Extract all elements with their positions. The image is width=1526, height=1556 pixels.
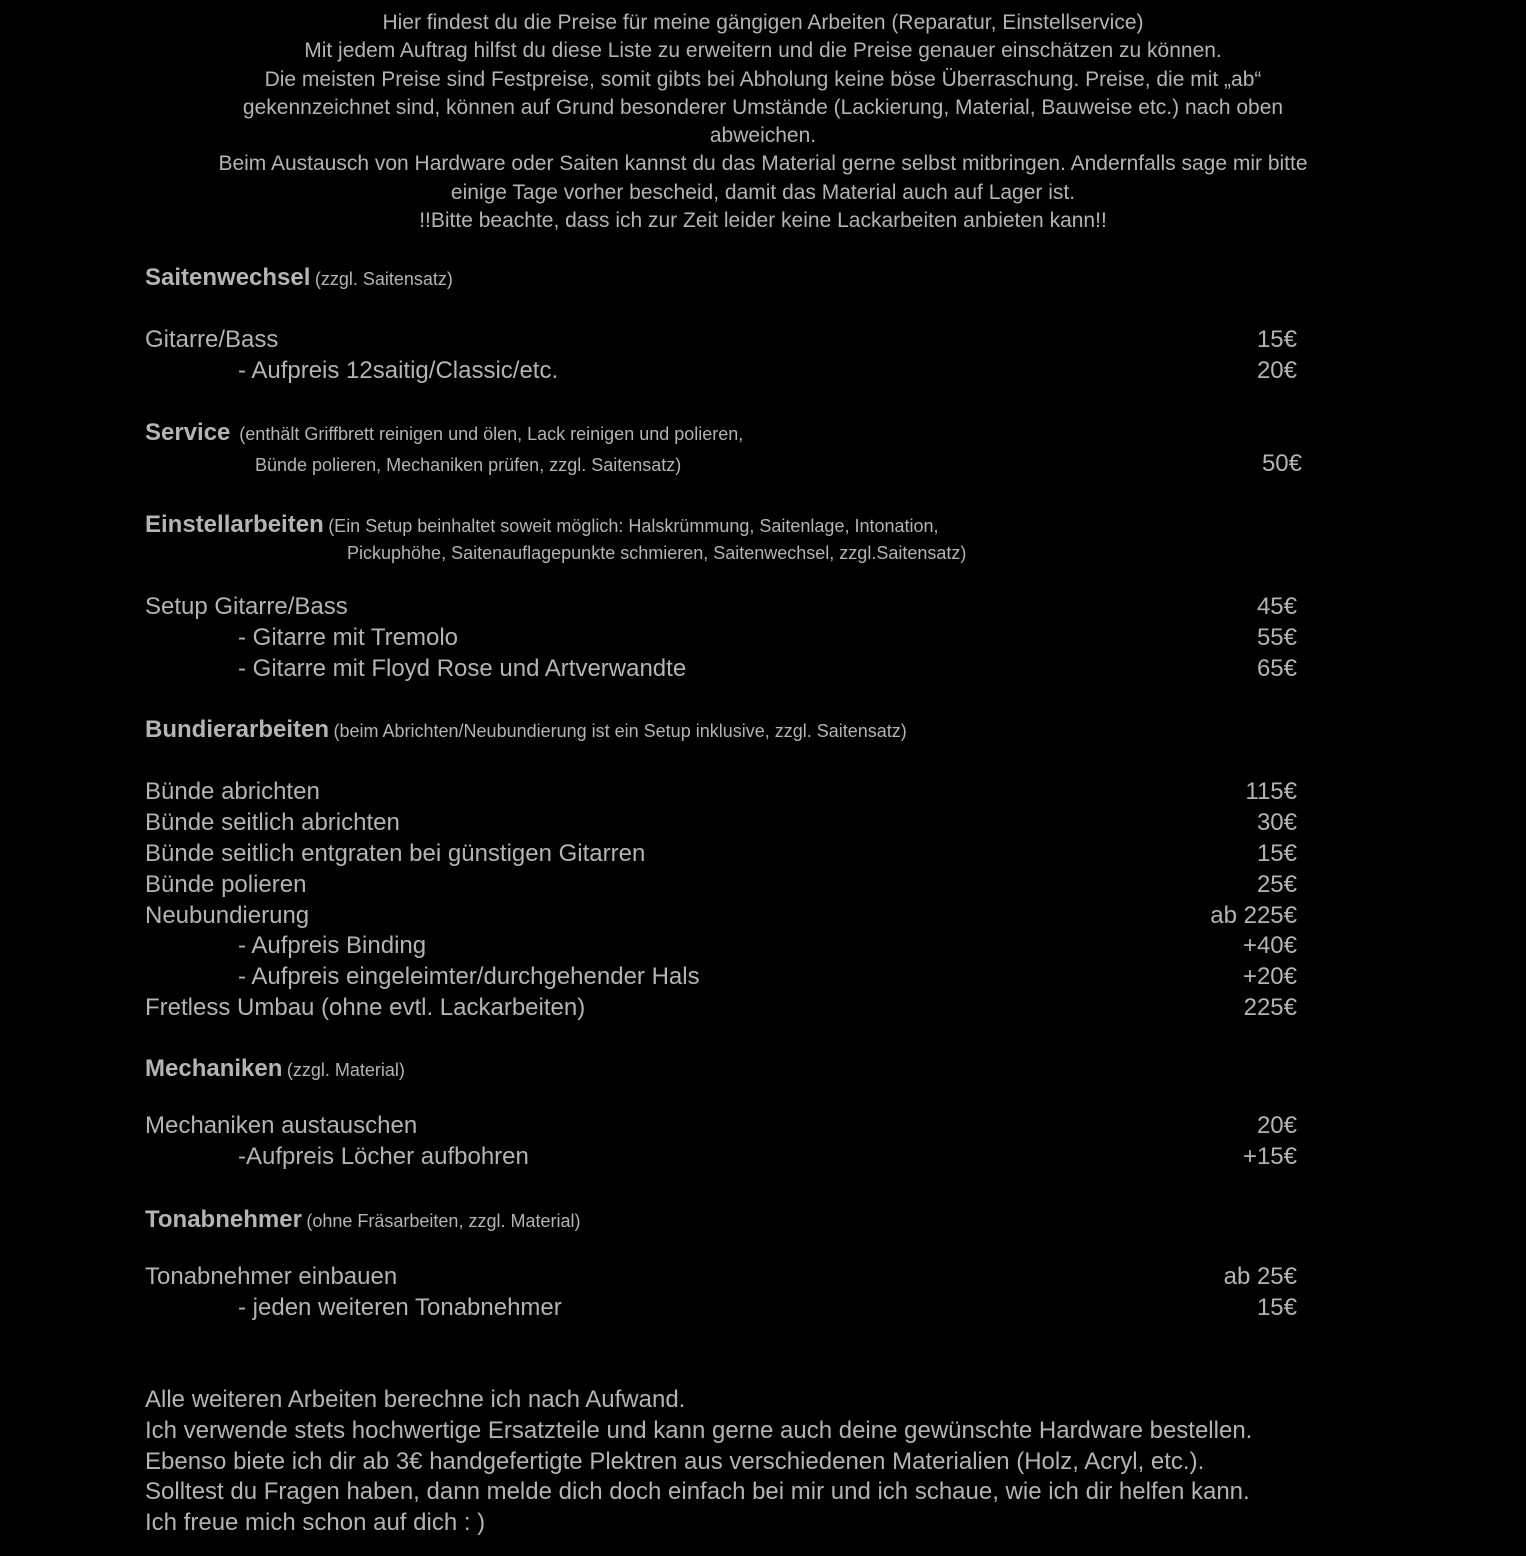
price-value: 25€ — [1256, 871, 1297, 898]
intro-line: gekennzeichnet sind, können auf Grund besonderer Umstände (Lackierung, Material, Bauweise etc.) nach oben — [242, 95, 1284, 119]
section-title: Mechaniken — [145, 1055, 283, 1082]
intro-line: abweichen. — [709, 124, 817, 148]
price-item-label: - Aufpreis 12saitig/Classic/etc. — [238, 357, 559, 384]
outro-line: Solltest du Fragen haben, dann melde dich doch einfach bei mir und ich schaue, wie ich dir helfen kann. — [145, 1478, 1250, 1506]
price-value: 55€ — [1256, 624, 1297, 651]
price-value: 50€ — [1261, 450, 1302, 477]
price-item-label: Fretless Umbau (ohne evtl. Lackarbeiten) — [145, 994, 586, 1021]
price-value: 15€ — [1256, 326, 1297, 353]
price-item-label: Neubundierung — [145, 902, 310, 929]
price-item-label: - Aufpreis Binding — [238, 932, 427, 959]
intro-line: einige Tage vorher bescheid, damit das Material auch auf Lager ist. — [450, 180, 1076, 204]
section-heading-mechaniken — [145, 1055, 405, 1083]
section-note: (enthält Griffbrett reinigen und ölen, Lack reinigen und polieren, — [239, 424, 744, 444]
price-item-label: - Aufpreis eingeleimter/durchgehender Hals — [238, 963, 700, 990]
section-heading-bundierarbeiten — [145, 716, 907, 744]
section-title: Service — [145, 419, 231, 446]
price-value: +40€ — [1242, 932, 1297, 959]
price-item-label: Setup Gitarre/Bass — [145, 593, 348, 620]
price-value: 65€ — [1256, 655, 1297, 682]
intro-line: Beim Austausch von Hardware oder Saiten kannst du das Material gerne selbst mitbringen. Andernfalls sage mir bitte — [218, 152, 1308, 176]
price-value: 45€ — [1256, 593, 1297, 620]
price-value: 225€ — [1243, 994, 1297, 1021]
section-note: (zzgl. Material) — [286, 1060, 405, 1080]
section-heading-saitenwechsel — [145, 264, 453, 292]
price-value: ab 225€ — [1210, 902, 1297, 929]
section-note: (zzgl. Saitensatz) — [314, 269, 453, 289]
price-item-label: Bünde abrichten — [145, 778, 320, 805]
intro-line: Mit jedem Auftrag hilfst du diese Liste zu erweitern und die Preise genauer einschätzen zu können. — [304, 39, 1222, 63]
outro-line: Ich verwende stets hochwertige Ersatzteile und kann gerne auch deine gewünschte Hardware bestellen. — [145, 1416, 1253, 1444]
section-heading-service — [145, 419, 743, 447]
price-value: +15€ — [1242, 1143, 1297, 1170]
section-title: Saitenwechsel — [145, 264, 311, 291]
price-value: 115€ — [1245, 778, 1297, 805]
price-value: 15€ — [1256, 840, 1297, 867]
price-item-label: Bünde seitlich abrichten — [145, 809, 400, 836]
price-value: +20€ — [1242, 963, 1297, 990]
outro-line: Ebenso biete ich dir ab 3€ handgefertigte Plektren aus verschiedenen Materialien (Holz, Acryl, etc.). — [145, 1447, 1205, 1475]
outro-line: Alle weiteren Arbeiten berechne ich nach Aufwand. — [145, 1386, 686, 1413]
price-value: 20€ — [1256, 357, 1297, 384]
price-item-label: - jeden weiteren Tonabnehmer — [238, 1294, 562, 1321]
price-item-label: - Gitarre mit Tremolo — [238, 624, 459, 651]
price-item-label: Bünde polieren — [145, 871, 307, 898]
intro-line: Die meisten Preise sind Festpreise, somit gibts bei Abholung keine böse Überraschung. Preise, die mit „ab“ — [264, 67, 1262, 91]
intro-line-warning: !!Bitte beachte, dass ich zur Zeit leider keine Lackarbeiten anbieten kann!! — [419, 209, 1107, 233]
section-heading-tonabnehmer — [145, 1206, 580, 1234]
section-note-continued: Pickuphöhe, Saitenauflagepunkte schmieren, Saitenwechsel, zzgl.Saitensatz) — [347, 543, 967, 563]
price-item-label: Mechaniken austauschen — [145, 1112, 418, 1139]
section-note: (beim Abrichten/Neubundierung ist ein Setup inklusive, zzgl. Saitensatz) — [333, 721, 907, 741]
outro-text — [145, 1385, 1252, 1539]
price-value: 30€ — [1256, 809, 1297, 836]
price-item-label: -Aufpreis Löcher aufbohren — [238, 1143, 529, 1170]
price-value: 20€ — [1256, 1112, 1297, 1139]
section-title: Tonabnehmer — [145, 1206, 302, 1233]
price-item-label: Bünde seitlich entgraten bei günstigen Gitarren — [145, 840, 646, 867]
section-title: Bundierarbeiten — [145, 716, 330, 743]
price-item-label: - Gitarre mit Floyd Rose und Artverwandte — [238, 655, 687, 682]
section-note: (ohne Fräsarbeiten, zzgl. Material) — [306, 1211, 581, 1231]
price-value: 15€ — [1256, 1294, 1297, 1321]
section-note-continued: Bünde polieren, Mechaniken prüfen, zzgl. Saitensatz) — [255, 455, 682, 475]
intro-text — [130, 9, 1396, 235]
section-heading-einstellarbeiten — [145, 511, 939, 539]
price-value: ab 25€ — [1223, 1263, 1297, 1290]
outro-line: Ich freue mich schon auf dich : ) — [145, 1509, 486, 1537]
section-title: Einstellarbeiten — [145, 511, 324, 538]
section-note: (Ein Setup beinhaltet soweit möglich: Halskrümmung, Saitenlage, Intonation, — [328, 516, 939, 536]
price-item-label: Tonabnehmer einbauen — [145, 1263, 398, 1290]
intro-line: Hier findest du die Preise für meine gängigen Arbeiten (Reparatur, Einstellservice) — [382, 11, 1144, 34]
price-item-label: Gitarre/Bass — [145, 326, 279, 353]
